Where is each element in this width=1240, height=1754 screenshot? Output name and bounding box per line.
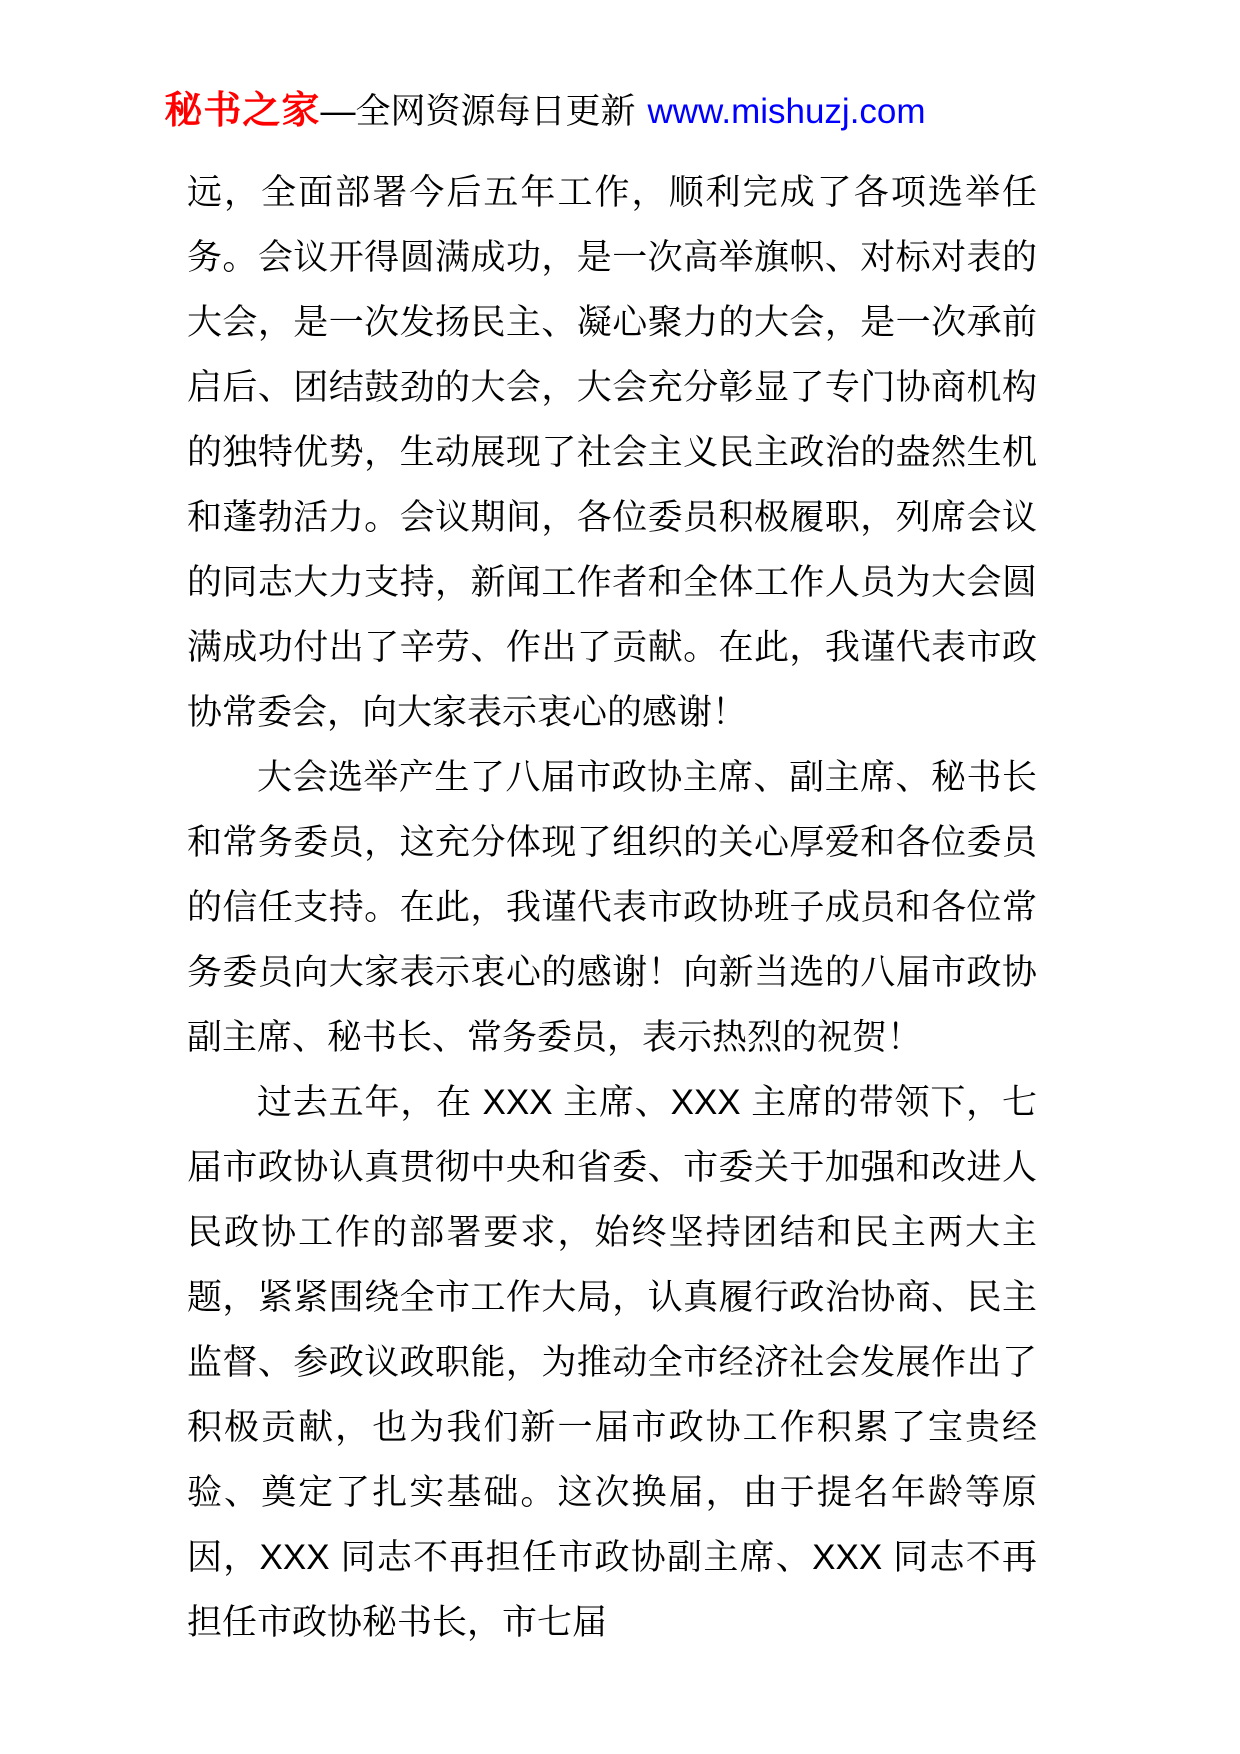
site-url-link[interactable]: www.mishuzj.com (647, 92, 926, 131)
paragraph-3: 过去五年，在 XXX 主席、XXX 主席的带领下，七届市政协认真贯彻中央和省委、市委关于加强和改进人民政协工作的部署要求，始终坚持团结和民主两大主题，紧紧围绕全市工作大局，认真履行政治协商、民主监督、参政议政职能，为推动全市经济社会发展作出了积极贡献，也为我们新一届市政协工作积累了宝贵经验、奠定了扎实基础。这次换届，由于提名年龄等原因，XXX 同志不再担任市政协副主席、XXX 同志不再担任市政协秘书长，市七届 (187, 1083, 1037, 1642)
site-tagline: —全网资源每日更新 (320, 92, 636, 131)
document-body (187, 160, 1037, 1655)
site-header (0, 88, 1240, 142)
site-logo-text: 秘书之家 (164, 90, 321, 132)
paragraph-2: 大会选举产生了八届市政协主席、副主席、秘书长和常务委员，这充分体现了组织的关心厚爱和各位委员的信任支持。在此，我谨代表市政协班子成员和各位常务委员向大家表示衷心的感谢！向新当选的八届市政协副主席、秘书长、常务委员，表示热烈的祝贺！ (187, 758, 1037, 1057)
paragraph-1: 远，全面部署今后五年工作，顺利完成了各项选举任务。会议开得圆满成功，是一次高举旗帜、对标对表的大会，是一次发扬民主、凝心聚力的大会，是一次承前启后、团结鼓劲的大会，大会充分彰显了专门协商机构的独特优势，生动展现了社会主义民主政治的盎然生机和蓬勃活力。会议期间，各位委员积极履职，列席会议的同志大力支持，新闻工作者和全体工作人员为大会圆满成功付出了辛劳、作出了贡献。在此，我谨代表市政协常委会，向大家表示衷心的感谢！ (187, 173, 1037, 732)
